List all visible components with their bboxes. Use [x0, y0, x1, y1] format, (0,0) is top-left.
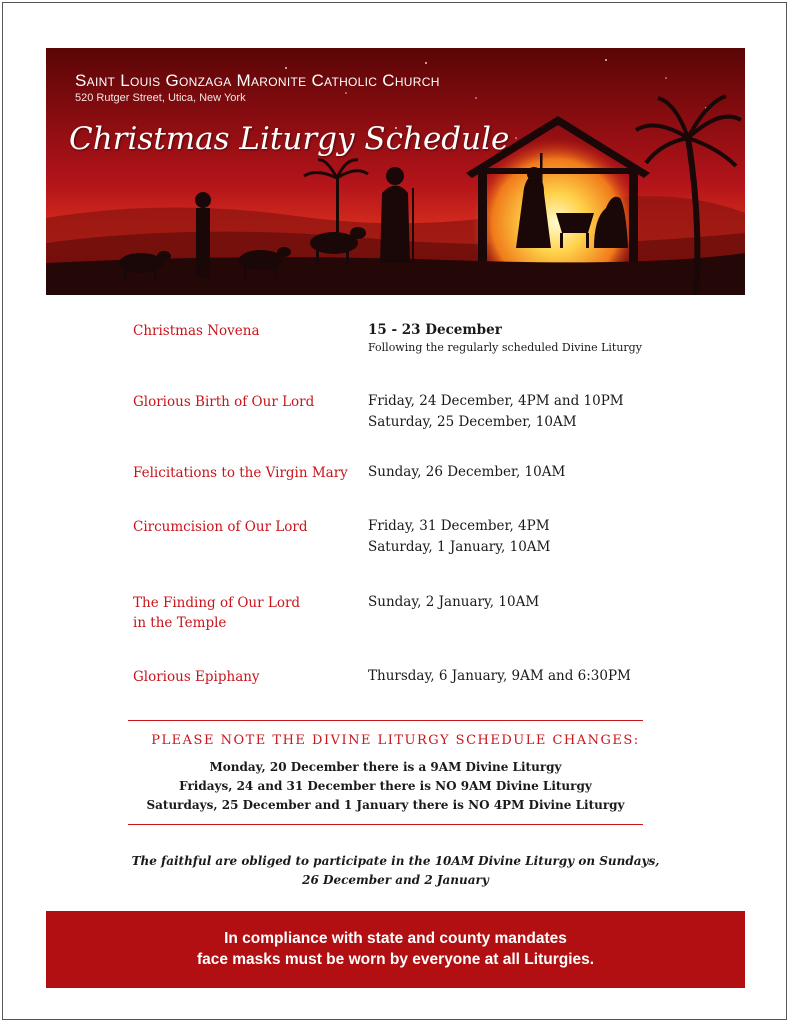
event-time-line: Saturday, 25 December, 10AM — [368, 414, 577, 430]
event-name-glorious-epiphany: Glorious Epiphany — [133, 669, 260, 685]
event-time-circumcision — [368, 516, 698, 558]
event-time-line: Sunday, 2 January, 10AM — [368, 594, 540, 610]
event-name-glorious-birth: Glorious Birth of Our Lord — [133, 394, 315, 410]
event-time-finding-of-our-lord — [368, 592, 698, 613]
notice-lines — [128, 758, 643, 815]
mask-mandate-line: face masks must be worn by everyone at all Liturgies. — [196, 951, 595, 968]
event-name-felicitations: Felicitations to the Virgin Mary — [133, 465, 348, 481]
obligation-line: The faithful are obliged to participate in the 10AM Divine Liturgy on Sundays, — [131, 854, 660, 868]
event-time-line: Sunday, 26 December, 10AM — [368, 464, 566, 480]
page-title: Christmas Liturgy Schedule — [69, 121, 510, 157]
church-address: 520 Rutger Street, Utica, New York — [75, 92, 246, 104]
event-time-line: Friday, 24 December, 4PM and 10PM — [368, 393, 624, 409]
obligation-line: 26 December and 2 January — [302, 873, 489, 887]
event-time-glorious-birth — [368, 391, 698, 433]
notice-divider-bottom — [128, 824, 643, 825]
event-time-line: Friday, 31 December, 4PM — [368, 518, 550, 534]
event-time-glorious-epiphany — [368, 666, 698, 687]
notice-heading: PLEASE NOTE THE DIVINE LITURGY SCHEDULE CHANGES: — [151, 733, 640, 748]
header-banner — [46, 48, 745, 295]
event-time-line: Saturday, 1 January, 10AM — [368, 539, 551, 555]
event-time-christmas-novena — [368, 320, 698, 355]
event-date: 15 - 23 December — [368, 322, 502, 338]
notice-line: Fridays, 24 and 31 December there is NO 9AM Divine Liturgy — [179, 779, 592, 793]
event-name-circumcision: Circumcision of Our Lord — [133, 519, 308, 535]
obligation-note — [128, 852, 663, 890]
notice-divider-top — [128, 720, 643, 721]
church-name: Saint Louis Gonzaga Maronite Catholic Church — [75, 71, 440, 90]
event-time-line: Thursday, 6 January, 9AM and 6:30PM — [368, 668, 631, 684]
notice-line: Monday, 20 December there is a 9AM Divine Liturgy — [209, 760, 562, 774]
event-name-christmas-novena: Christmas Novena — [133, 323, 260, 339]
event-name-finding-of-our-lord: The Finding of Our Lord in the Temple — [133, 595, 301, 631]
mask-mandate-text — [46, 928, 745, 970]
notice-line: Saturdays, 25 December and 1 January there is NO 4PM Divine Liturgy — [146, 798, 625, 812]
mask-mandate-banner — [46, 911, 745, 988]
mask-mandate-line: In compliance with state and county mandates — [224, 930, 567, 947]
event-time-felicitations — [368, 462, 698, 483]
event-note: Following the regularly scheduled Divine Liturgy — [368, 341, 642, 354]
